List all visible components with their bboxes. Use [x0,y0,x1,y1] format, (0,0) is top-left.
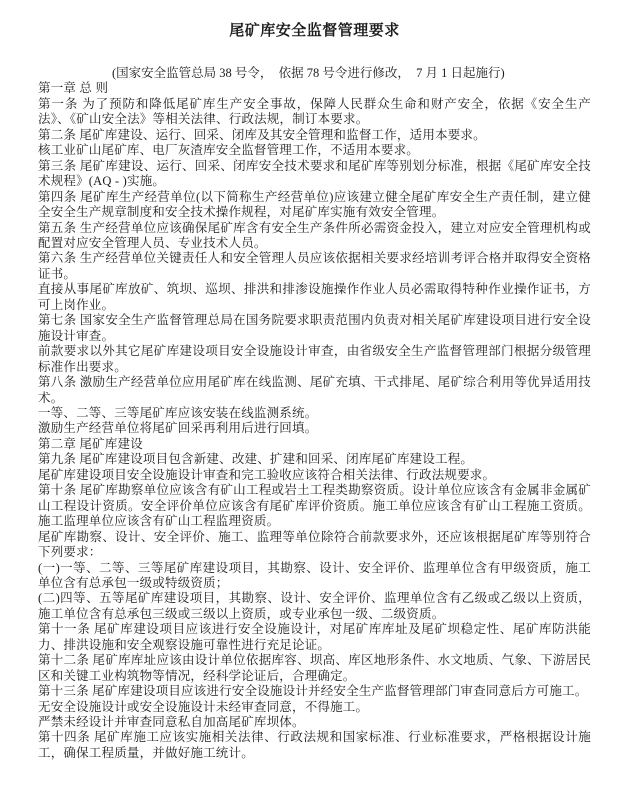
paragraph: 第八条 激励生产经营单位应用尾矿库在线监测、尾矿充填、干式排尾、尾矿综合利用等优异适用技术。 [38,375,591,405]
paragraph: 尾矿库建设项目安全设施设计审查和完工验收应该符合相关法律、行政法规要求。 [38,467,496,482]
paragraph: 第四条 尾矿库生产经营单位(以下简称生产经营单位)应该建立健全尾矿库安全生产责任制，建立健全安全生产规章制度和安全技术操作规程，对尾矿库实施有效安全管理。 [38,189,591,220]
paragraph: 直接从事尾矿库放矿、筑坝、巡坝、排洪和排渗设施操作作业人员必需取得特种作业操作证书，方可上岗作业。 [38,282,591,312]
paragraph: 严禁未经设计并审查同意私自加高尾矿库坝体。 [38,715,305,730]
paragraph: 第十四条 尾矿库施工应该实施相关法律、行政法规和国家标准、行业标准要求，严格根据设计施工，确保工程质量，并做好施工统计。 [38,730,591,760]
paragraph: 一等、二等、三等尾矿库应该安装在线监测系统。 [38,405,318,420]
paragraph: 第五条 生产经营单位应该确保尾矿库含有安全生产条件所必需资金投入，建立对应安全管理机构或配置对应安全管理人员、专业技术人员。 [38,220,591,250]
paragraph: 第二章 尾矿库建设 [38,436,143,451]
paragraph: 第十一条 尾矿库建设项目应该进行安全设施设计，对尾矿库库址及尾矿坝稳定性、尾矿库防洪能力、排洪设施和安全观察设施可靠性进行充足论证。 [38,622,591,652]
paragraph: 前款要求以外其它尾矿库建设项目安全设施设计审查，由省级安全生产监督管理部门根据分级管理标准作出要求。 [38,344,591,374]
paragraph: 核工业矿山尾矿库、电厂灰渣库安全监督管理工作，不适用本要求。 [38,143,420,158]
paragraph: 尾矿库勘察、设计、安全评价、施工、监理等单位除符合前款要求外，还应该根据尾矿库等别符合下列要求： [38,529,591,560]
paragraph: 第二条 尾矿库建设、运行、回采、闭库及其安全管理和监督工作，适用本要求。 [38,127,486,142]
paragraph: 第一条 为了预防和降低尾矿库生产安全事故，保障人民群众生命和财产安全，依据《安全生产法》、《矿山安全法》等相关法律、行政法规，制订本要求。 [38,96,591,127]
document-subtitle: (国家安全监管总局 38 号令， 依据 78 号令进行修改， 7 月 1 日起施行) [112,66,505,80]
document-title: 尾矿库安全监督管理要求 [229,23,400,39]
paragraph: 激励生产经营单位将尾矿回采再利用后进行回填。 [38,421,318,436]
paragraph: 第三条 尾矿库建设、运行、回采、闭库安全技术要求和尾矿库等别划分标准，根据《尾矿库安全技术规程》(AQ - )实施。 [38,158,591,189]
paragraph: 无安全设施设计或安全设施设计未经审查同意，不得施工。 [38,699,369,714]
paragraph: 第六条 生产经营单位关键责任人和安全管理人员应该依据相关要求经培训考评合格并取得安全资格证书。 [38,251,591,281]
paragraph: 第九条 尾矿库建设项目包含新建、改建、扩建和回采、闭库尾矿库建设工程。 [38,452,474,467]
paragraph: 第十三条 尾矿库建设项目应该进行安全设施设计并经安全生产监督管理部门审查同意后方可施工。 [38,684,588,699]
paragraph: 第一章 总 则 [38,81,109,96]
paragraph: (二)四等、五等尾矿库建设项目，其勘察、设计、安全评价、监理单位含有乙级或乙级以上资质，施工单位含有总承包三级或三级以上资质，或专业承包一级、二级资质。 [38,591,591,621]
paragraph: (一)一等、二等、三等尾矿库建设项目，其勘察、设计、安全评价、监理单位含有甲级资质，施工单位含有总承包一级或特级资质； [38,560,591,590]
paragraph: 第十条 尾矿库勘察单位应该含有矿山工程或岩土工程类勘察资质。设计单位应该含有金属非金属矿山工程设计资质。安全评价单位应该含有尾矿库评价资质。施工单位应该含有矿山工程施工资质。施工监理单位应该含有矿山工程监理资质。 [38,483,591,529]
paragraph: 第十二条 尾矿库库址应该由设计单位依据库容、坝高、库区地形条件、水文地质、气象、下游居民区和关键工业构筑物等情况，经科学论证后，合理确定。 [38,653,591,683]
document-body [38,81,591,761]
paragraph: 第七条 国家安全生产监督管理总局在国务院要求职责范围内负责对相关尾矿库建设项目进行安全设施设计审查。 [38,313,591,343]
